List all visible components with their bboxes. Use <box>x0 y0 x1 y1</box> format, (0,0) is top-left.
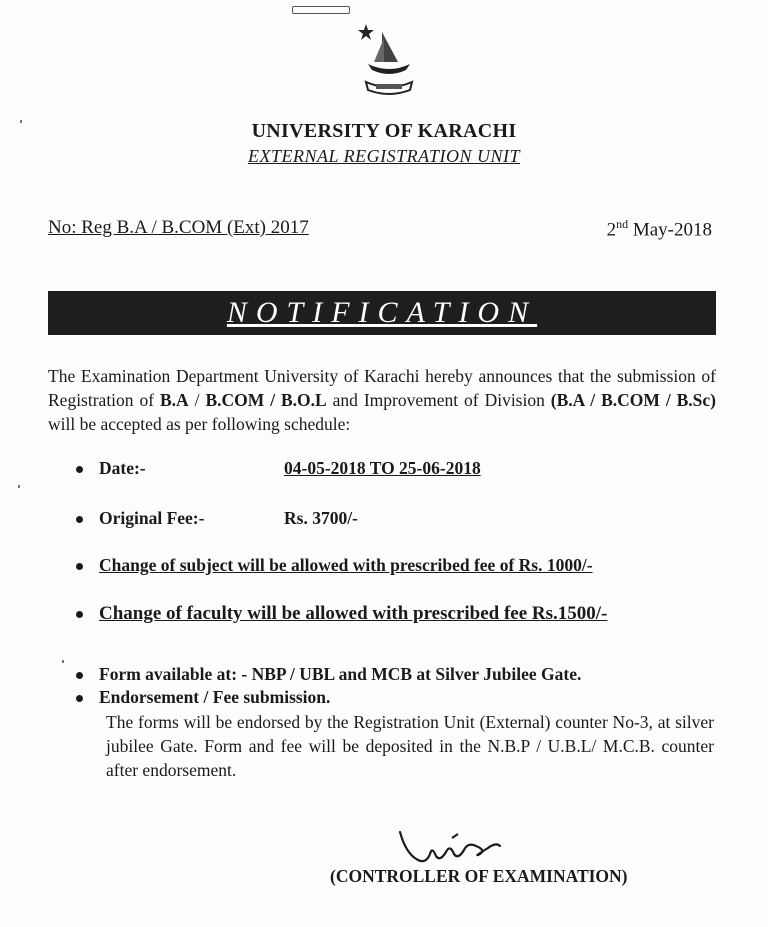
intro-text-2: and Improvement of Division <box>326 390 551 410</box>
banner-title: NOTIFICATION <box>226 296 538 329</box>
staple-mark <box>292 6 350 14</box>
program-separator: / <box>188 390 206 410</box>
bullet-icon <box>76 695 83 702</box>
bullet-icon <box>76 563 83 570</box>
unit-name: EXTERNAL REGISTRATION UNIT <box>247 146 520 166</box>
university-crest-icon <box>352 18 426 102</box>
scan-speck <box>62 660 64 663</box>
endorsement-row <box>76 687 330 708</box>
bullet-icon <box>76 466 83 473</box>
fee-label: Original Fee:- <box>99 508 205 528</box>
endorsement-text: The forms will be endorsed by the Registration Unit (External) counter No-3, at silver jubilee Gate. Form and fee will be deposited in the N.B.P / U.B.L/ M.C.B. counter after endorsement. <box>106 712 714 780</box>
intro-text-3: will be accepted as per following schedule: <box>48 414 351 434</box>
scan-speck <box>20 120 22 123</box>
change-subject-row <box>76 555 593 576</box>
date-value: 04-05-2018 TO 25-06-2018 <box>284 458 481 478</box>
university-name: UNIVERSITY OF KARACHI <box>251 120 517 142</box>
schedule-date-row <box>76 458 481 479</box>
change-faculty-text: Change of faculty will be allowed with prescribed fee Rs.1500/- <box>99 603 608 624</box>
intro-text-1: The Examination Department University of Karachi hereby announces that the submission of Registration of <box>48 366 716 410</box>
program-improvement: (B.A / B.COM / B.Sc) <box>550 390 717 410</box>
date-rest: May-2018 <box>628 219 712 241</box>
notification-banner <box>48 291 716 335</box>
form-availability-text: Form available at: - NBP / UBL and MCB at Silver Jubilee Gate. <box>99 664 582 684</box>
endorsement-label: Endorsement / Fee submission. <box>99 687 331 707</box>
bullet-icon <box>76 516 83 523</box>
bullet-icon <box>76 611 83 618</box>
change-subject-text: Change of subject will be allowed with prescribed fee of Rs. 1000/- <box>99 555 593 575</box>
issue-date <box>607 217 712 241</box>
signature-mark <box>396 824 508 868</box>
form-availability-row <box>76 664 581 685</box>
program-bcom-bol: B.COM / B.O.L <box>205 390 327 410</box>
date-day: 2 <box>606 219 617 241</box>
date-label: Date:- <box>99 458 146 478</box>
reference-number: No: Reg B.A / B.COM (Ext) 2017 <box>48 217 309 238</box>
fee-value: Rs. 3700/- <box>284 508 358 528</box>
change-faculty-row <box>76 603 607 625</box>
date-suffix: nd <box>616 217 629 231</box>
program-ba: B.A <box>160 390 189 410</box>
intro-paragraph <box>48 364 716 436</box>
scan-speck <box>18 485 20 488</box>
controller-title: (CONTROLLER OF EXAMINATION) <box>330 866 628 886</box>
schedule-fee-row <box>76 508 358 529</box>
bullet-icon <box>76 672 83 679</box>
